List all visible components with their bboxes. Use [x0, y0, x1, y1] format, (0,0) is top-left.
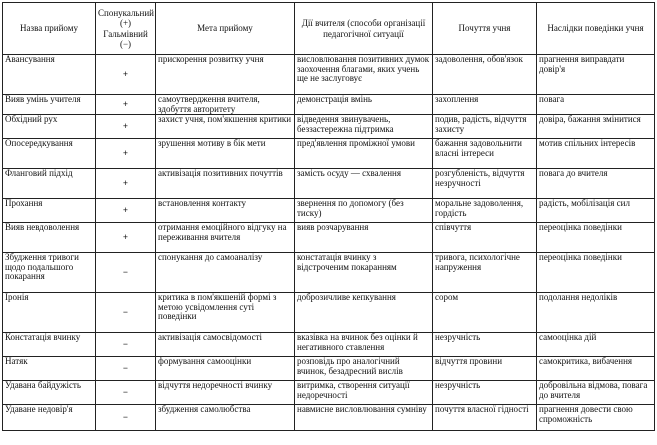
- cell-effects: подолання недоліків: [537, 293, 655, 333]
- cell-feelings: подив, радість, відчуття захисту: [433, 115, 537, 139]
- cell-name: Натяк: [3, 357, 96, 381]
- cell-actions: пред'явлення проміжної умови: [295, 139, 433, 169]
- cell-type: +: [96, 139, 156, 169]
- header-effects: Наслідки поведінки учня: [537, 3, 655, 55]
- cell-feelings: незручність: [433, 333, 537, 357]
- cell-name: Іронія: [3, 293, 96, 333]
- table-row: [3, 139, 655, 169]
- header-feelings: Почуття учня: [433, 3, 537, 55]
- cell-goal: самоутвердження вчителя, здобуття авторитету: [156, 95, 295, 115]
- cell-goal: зрушення мотиву в бік мети: [156, 139, 295, 169]
- table-row: [3, 253, 655, 293]
- cell-type: −: [96, 293, 156, 333]
- cell-type: +: [96, 55, 156, 95]
- cell-effects: довіра, бажання змінитися: [537, 115, 655, 139]
- cell-type: −: [96, 405, 156, 431]
- techniques-table: [2, 2, 655, 431]
- table-header-row: [3, 3, 655, 55]
- cell-name: Вияв невдоволення: [3, 223, 96, 253]
- cell-feelings: задоволення, обов'язок: [433, 55, 537, 95]
- cell-feelings: почуття власної гідності: [433, 405, 537, 431]
- table-row: [3, 223, 655, 253]
- cell-type: +: [96, 223, 156, 253]
- cell-feelings: захоплення: [433, 95, 537, 115]
- cell-actions: демонстрація вмінь: [295, 95, 433, 115]
- cell-effects: самокритика, вибачення: [537, 357, 655, 381]
- cell-type: −: [96, 357, 156, 381]
- cell-feelings: відчуття провини: [433, 357, 537, 381]
- cell-goal: захист учня, пом'якшення критики: [156, 115, 295, 139]
- cell-effects: переоцінка поведінки: [537, 223, 655, 253]
- cell-actions: навмисне висловлювання сумніву: [295, 405, 433, 431]
- table-row: [3, 95, 655, 115]
- cell-type: −: [96, 381, 156, 405]
- table-row: [3, 55, 655, 95]
- cell-feelings: бажання задовольнити власні інтереси: [433, 139, 537, 169]
- header-goal: Мета прийому: [156, 3, 295, 55]
- cell-goal: відчуття недоречності вчинку: [156, 381, 295, 405]
- cell-feelings: співчуття: [433, 223, 537, 253]
- cell-feelings: тривога, психологічне напруження: [433, 253, 537, 293]
- cell-type: +: [96, 115, 156, 139]
- cell-name: Удаване недовір'я: [3, 405, 96, 431]
- table-row: [3, 115, 655, 139]
- cell-actions: висловлювання позитивних думок заохочення благами, яких учень ще не заслуговує: [295, 55, 433, 95]
- header-type: Спонукальний (+) Гальмівний (−): [96, 3, 156, 55]
- cell-effects: прагнення виправдати довір'я: [537, 55, 655, 95]
- header-actions: Дії вчителя (способи організації педагогічної ситуації: [295, 3, 433, 55]
- cell-effects: переоцінка поведінки: [537, 253, 655, 293]
- cell-goal: встановлення контакту: [156, 199, 295, 223]
- table-row: [3, 405, 655, 431]
- cell-type: −: [96, 333, 156, 357]
- cell-actions: доброзичливе кепкування: [295, 293, 433, 333]
- cell-goal: формування самооцінки: [156, 357, 295, 381]
- cell-effects: радість, мобілізація сил: [537, 199, 655, 223]
- cell-name: Прохання: [3, 199, 96, 223]
- cell-effects: повага до вчителя: [537, 169, 655, 199]
- cell-effects: самооцінка дій: [537, 333, 655, 357]
- table-row: [3, 333, 655, 357]
- cell-effects: мотив спільних інтересів: [537, 139, 655, 169]
- cell-actions: розповідь про аналогічний вчинок, безадресний вислів: [295, 357, 433, 381]
- cell-actions: відведення звинувачень, беззастережна підтримка: [295, 115, 433, 139]
- table-row: [3, 199, 655, 223]
- cell-name: Опосередкування: [3, 139, 96, 169]
- table-row: [3, 357, 655, 381]
- cell-goal: збудження самолюбства: [156, 405, 295, 431]
- table-row: [3, 169, 655, 199]
- cell-goal: спонукання до самоаналізу: [156, 253, 295, 293]
- cell-name: Вияв умінь учителя: [3, 95, 96, 115]
- cell-name: Удавана байдужість: [3, 381, 96, 405]
- cell-actions: констатація вчинку з відстроченим покаранням: [295, 253, 433, 293]
- table-row: [3, 381, 655, 405]
- cell-feelings: моральне задоволення, гордість: [433, 199, 537, 223]
- cell-effects: прагнення довести свою спроможність: [537, 405, 655, 431]
- cell-name: Констатація вчинку: [3, 333, 96, 357]
- cell-actions: вияв розчарування: [295, 223, 433, 253]
- cell-effects: повага: [537, 95, 655, 115]
- cell-feelings: розгубленість, відчуття незручності: [433, 169, 537, 199]
- cell-type: +: [96, 95, 156, 115]
- cell-type: +: [96, 169, 156, 199]
- cell-goal: активізація позитивних почуттів: [156, 169, 295, 199]
- cell-name: Фланговий підхід: [3, 169, 96, 199]
- cell-goal: прискорення розвитку учня: [156, 55, 295, 95]
- cell-feelings: незручність: [433, 381, 537, 405]
- table-row: [3, 293, 655, 333]
- cell-type: +: [96, 199, 156, 223]
- cell-name: Авансування: [3, 55, 96, 95]
- cell-effects: добровільна відмова, повага до вчителя: [537, 381, 655, 405]
- cell-actions: витримка, створення ситуації недоречності: [295, 381, 433, 405]
- header-name: Назва прийому: [3, 3, 96, 55]
- cell-name: Збудження тривоги щодо подальшого покарання: [3, 253, 96, 293]
- cell-feelings: сором: [433, 293, 537, 333]
- cell-goal: активізація самосвідомості: [156, 333, 295, 357]
- cell-name: Обхідний рух: [3, 115, 96, 139]
- cell-actions: вказівка на вчинок без оцінки й негативного ставлення: [295, 333, 433, 357]
- cell-goal: критика в пом'якшеній формі з метою усвідомлення суті поведінки: [156, 293, 295, 333]
- cell-goal: отримання емоційного відгуку на переживання вчителя: [156, 223, 295, 253]
- cell-type: −: [96, 253, 156, 293]
- cell-actions: звернення по допомогу (без тиску): [295, 199, 433, 223]
- cell-actions: замість осуду — схвалення: [295, 169, 433, 199]
